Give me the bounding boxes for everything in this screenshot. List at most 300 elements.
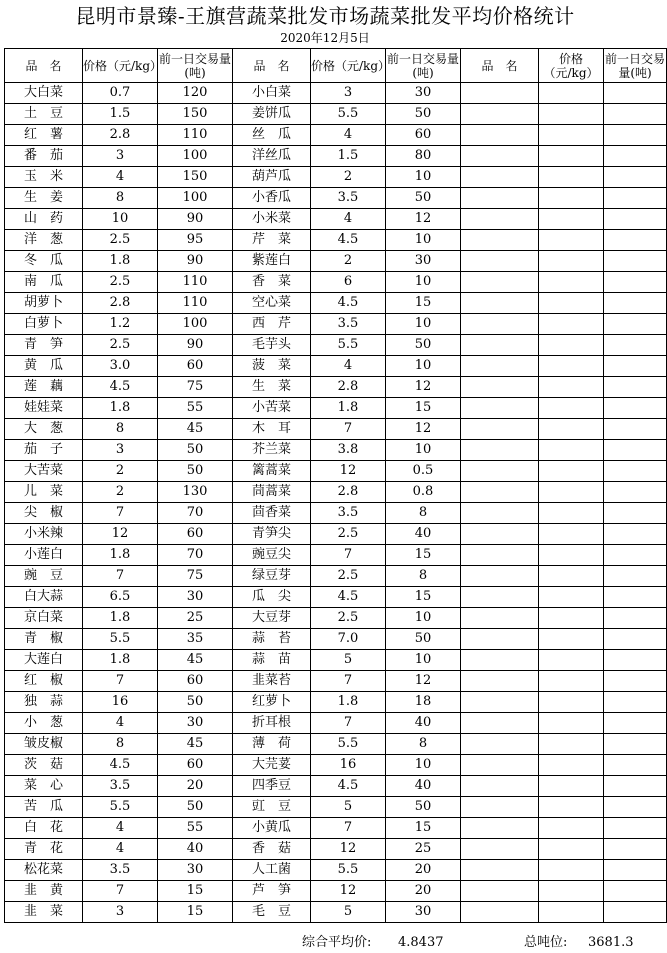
- table-row: [5, 209, 667, 230]
- empty-cell: [461, 818, 539, 839]
- table-row: [5, 881, 667, 902]
- item-name: 瓜 尖: [233, 587, 311, 608]
- item-volume: 100: [158, 146, 233, 167]
- item-price: 12: [311, 839, 386, 860]
- item-volume: 150: [158, 104, 233, 125]
- item-price: 2.5: [83, 230, 158, 251]
- table-row: [5, 83, 667, 104]
- item-price: 2.5: [83, 272, 158, 293]
- item-name: 洋丝瓜: [233, 146, 311, 167]
- empty-cell: [604, 734, 667, 755]
- empty-cell: [461, 293, 539, 314]
- item-price: 2: [83, 482, 158, 503]
- empty-cell: [604, 692, 667, 713]
- table-row: [5, 377, 667, 398]
- empty-cell: [539, 314, 604, 335]
- item-price: 3.5: [311, 314, 386, 335]
- item-name: 土 豆: [5, 104, 83, 125]
- empty-cell: [539, 713, 604, 734]
- item-name: 芹 菜: [233, 230, 311, 251]
- item-price: 3: [83, 902, 158, 923]
- item-volume: 15: [386, 587, 461, 608]
- table-row: [5, 692, 667, 713]
- item-name: 红 薯: [5, 125, 83, 146]
- total-tonnage-value: 3681.3: [588, 935, 634, 950]
- empty-cell: [604, 293, 667, 314]
- item-price: 4.5: [83, 755, 158, 776]
- empty-cell: [539, 818, 604, 839]
- item-volume: 10: [386, 440, 461, 461]
- item-name: 韭菜苔: [233, 671, 311, 692]
- empty-cell: [539, 587, 604, 608]
- item-price: 3: [311, 83, 386, 104]
- item-price: 12: [311, 881, 386, 902]
- item-volume: 25: [158, 608, 233, 629]
- empty-cell: [461, 419, 539, 440]
- item-volume: 80: [386, 146, 461, 167]
- empty-cell: [539, 104, 604, 125]
- item-volume: 50: [386, 104, 461, 125]
- item-volume: 50: [158, 461, 233, 482]
- item-price: 4: [83, 839, 158, 860]
- item-price: 2.8: [83, 125, 158, 146]
- item-name: 黄 瓜: [5, 356, 83, 377]
- item-volume: 15: [386, 545, 461, 566]
- summary-footer: [0, 934, 650, 952]
- empty-cell: [604, 83, 667, 104]
- item-name: 松花菜: [5, 860, 83, 881]
- empty-cell: [461, 881, 539, 902]
- empty-cell: [604, 377, 667, 398]
- item-volume: 55: [158, 818, 233, 839]
- table-row: [5, 230, 667, 251]
- item-volume: 120: [158, 83, 233, 104]
- empty-cell: [461, 839, 539, 860]
- empty-cell: [461, 671, 539, 692]
- empty-cell: [461, 251, 539, 272]
- table-row: [5, 713, 667, 734]
- item-price: 1.2: [83, 314, 158, 335]
- item-price: 5.5: [83, 629, 158, 650]
- table-row: [5, 188, 667, 209]
- table-row: [5, 293, 667, 314]
- empty-cell: [604, 524, 667, 545]
- item-volume: 100: [158, 314, 233, 335]
- empty-cell: [604, 251, 667, 272]
- item-price: 5: [311, 650, 386, 671]
- table-row: [5, 104, 667, 125]
- item-volume: 30: [158, 713, 233, 734]
- item-price: 12: [311, 461, 386, 482]
- empty-cell: [461, 503, 539, 524]
- item-price: 7: [83, 503, 158, 524]
- item-price: 1.8: [83, 650, 158, 671]
- empty-cell: [461, 860, 539, 881]
- empty-cell: [604, 545, 667, 566]
- item-volume: 100: [158, 188, 233, 209]
- empty-cell: [604, 671, 667, 692]
- item-name: 娃娃菜: [5, 398, 83, 419]
- table-row: [5, 251, 667, 272]
- table-row: [5, 818, 667, 839]
- item-price: 6.5: [83, 587, 158, 608]
- item-name: 南 瓜: [5, 272, 83, 293]
- item-volume: 12: [386, 671, 461, 692]
- item-price: 7: [311, 545, 386, 566]
- item-price: 5: [311, 797, 386, 818]
- item-volume: 70: [158, 503, 233, 524]
- empty-cell: [604, 818, 667, 839]
- empty-cell: [604, 629, 667, 650]
- empty-cell: [461, 650, 539, 671]
- empty-cell: [461, 524, 539, 545]
- col-header-name: 品 名: [461, 49, 539, 83]
- item-price: 1.5: [83, 104, 158, 125]
- item-price: 7: [311, 818, 386, 839]
- item-volume: 50: [386, 797, 461, 818]
- item-volume: 110: [158, 272, 233, 293]
- table-row: [5, 419, 667, 440]
- item-volume: 20: [386, 860, 461, 881]
- empty-cell: [461, 209, 539, 230]
- table-body: [5, 83, 667, 923]
- empty-cell: [604, 230, 667, 251]
- empty-cell: [539, 146, 604, 167]
- item-price: 1.8: [83, 545, 158, 566]
- item-volume: 45: [158, 734, 233, 755]
- col-header-name: 品 名: [233, 49, 311, 83]
- empty-cell: [461, 440, 539, 461]
- col-header-volume: 前一日交易量(吨): [604, 49, 667, 83]
- item-volume: 60: [158, 356, 233, 377]
- empty-cell: [604, 650, 667, 671]
- item-volume: 40: [158, 839, 233, 860]
- empty-cell: [604, 146, 667, 167]
- item-volume: 10: [386, 650, 461, 671]
- item-name: 儿 菜: [5, 482, 83, 503]
- item-price: 7: [311, 713, 386, 734]
- item-volume: 8: [386, 566, 461, 587]
- item-name: 豇 豆: [233, 797, 311, 818]
- item-price: 6: [311, 272, 386, 293]
- col-header-volume: 前一日交易量(吨): [158, 49, 233, 83]
- empty-cell: [461, 125, 539, 146]
- table-row: [5, 734, 667, 755]
- empty-cell: [604, 713, 667, 734]
- table-row: [5, 566, 667, 587]
- empty-cell: [539, 209, 604, 230]
- item-volume: 10: [386, 755, 461, 776]
- item-name: 胡萝卜: [5, 293, 83, 314]
- table-row: [5, 587, 667, 608]
- empty-cell: [604, 209, 667, 230]
- table-row: [5, 608, 667, 629]
- empty-cell: [539, 545, 604, 566]
- item-price: 2: [311, 251, 386, 272]
- empty-cell: [539, 902, 604, 923]
- table-row: [5, 461, 667, 482]
- empty-cell: [539, 776, 604, 797]
- empty-cell: [604, 335, 667, 356]
- item-name: 毛芋头: [233, 335, 311, 356]
- empty-cell: [539, 251, 604, 272]
- item-name: 小香瓜: [233, 188, 311, 209]
- item-price: 3.5: [83, 860, 158, 881]
- item-volume: 90: [158, 251, 233, 272]
- item-price: 2.5: [83, 335, 158, 356]
- item-volume: 12: [386, 209, 461, 230]
- item-volume: 35: [158, 629, 233, 650]
- item-name: 生 姜: [5, 188, 83, 209]
- item-name: 尖 椒: [5, 503, 83, 524]
- empty-cell: [461, 692, 539, 713]
- page-title: 昆明市景臻-王旗营蔬菜批发市场蔬菜批发平均价格统计: [75, 4, 575, 28]
- item-price: 0.7: [83, 83, 158, 104]
- item-volume: 45: [158, 650, 233, 671]
- table-row: [5, 356, 667, 377]
- col-header-name: 品 名: [5, 49, 83, 83]
- empty-cell: [461, 776, 539, 797]
- item-name: 茴香菜: [233, 503, 311, 524]
- empty-cell: [604, 902, 667, 923]
- empty-cell: [539, 230, 604, 251]
- item-name: 生 菜: [233, 377, 311, 398]
- empty-cell: [604, 440, 667, 461]
- item-price: 2.8: [311, 377, 386, 398]
- item-name: 玉 米: [5, 167, 83, 188]
- empty-cell: [604, 755, 667, 776]
- item-price: 12: [83, 524, 158, 545]
- item-name: 菜 心: [5, 776, 83, 797]
- item-volume: 50: [386, 629, 461, 650]
- empty-cell: [604, 776, 667, 797]
- item-volume: 40: [386, 713, 461, 734]
- empty-cell: [539, 293, 604, 314]
- item-price: 8: [83, 419, 158, 440]
- item-volume: 50: [158, 797, 233, 818]
- table-row: [5, 902, 667, 923]
- empty-cell: [539, 692, 604, 713]
- empty-cell: [604, 419, 667, 440]
- item-name: 韭 菜: [5, 902, 83, 923]
- item-volume: 60: [158, 755, 233, 776]
- col-header-price: 价格（元/kg）: [311, 49, 386, 83]
- item-price: 2: [83, 461, 158, 482]
- empty-cell: [539, 650, 604, 671]
- item-name: 皱皮椒: [5, 734, 83, 755]
- empty-cell: [539, 377, 604, 398]
- item-price: 7: [83, 881, 158, 902]
- item-price: 4: [311, 356, 386, 377]
- item-volume: 45: [158, 419, 233, 440]
- item-price: 5.5: [311, 335, 386, 356]
- item-name: 丝 瓜: [233, 125, 311, 146]
- table-row: [5, 797, 667, 818]
- item-volume: 75: [158, 377, 233, 398]
- item-price: 1.8: [311, 398, 386, 419]
- empty-cell: [539, 419, 604, 440]
- item-price: 3.8: [311, 440, 386, 461]
- item-name: 折耳根: [233, 713, 311, 734]
- item-price: 7: [311, 671, 386, 692]
- item-name: 菠 菜: [233, 356, 311, 377]
- table-row: [5, 629, 667, 650]
- empty-cell: [604, 314, 667, 335]
- item-name: 青 椒: [5, 629, 83, 650]
- empty-cell: [461, 797, 539, 818]
- item-name: 芥兰菜: [233, 440, 311, 461]
- item-name: 豌豆尖: [233, 545, 311, 566]
- empty-cell: [539, 272, 604, 293]
- item-volume: 60: [158, 524, 233, 545]
- item-price: 5.5: [83, 797, 158, 818]
- item-name: 小莲白: [5, 545, 83, 566]
- item-volume: 12: [386, 377, 461, 398]
- item-volume: 60: [386, 125, 461, 146]
- item-price: 4: [83, 818, 158, 839]
- average-price-value: 4.8437: [398, 935, 444, 950]
- empty-cell: [604, 125, 667, 146]
- item-price: 3: [83, 440, 158, 461]
- item-price: 3.5: [83, 776, 158, 797]
- item-name: 洋 葱: [5, 230, 83, 251]
- empty-cell: [461, 146, 539, 167]
- table-row: [5, 671, 667, 692]
- empty-cell: [461, 629, 539, 650]
- item-name: 小 葱: [5, 713, 83, 734]
- item-volume: 15: [386, 293, 461, 314]
- average-price-label: 综合平均价:: [302, 935, 372, 950]
- item-volume: 90: [158, 209, 233, 230]
- table-row: [5, 272, 667, 293]
- item-name: 韭 黄: [5, 881, 83, 902]
- item-name: 香 菜: [233, 272, 311, 293]
- empty-cell: [461, 272, 539, 293]
- empty-cell: [539, 356, 604, 377]
- item-volume: 110: [158, 293, 233, 314]
- item-volume: 75: [158, 566, 233, 587]
- total-tonnage-label: 总吨位:: [524, 935, 568, 950]
- item-volume: 10: [386, 356, 461, 377]
- item-volume: 20: [386, 881, 461, 902]
- empty-cell: [604, 482, 667, 503]
- empty-cell: [539, 461, 604, 482]
- item-volume: 0.8: [386, 482, 461, 503]
- empty-cell: [604, 797, 667, 818]
- empty-cell: [539, 83, 604, 104]
- empty-cell: [461, 461, 539, 482]
- item-price: 1.8: [83, 251, 158, 272]
- item-name: 大苦菜: [5, 461, 83, 482]
- item-volume: 50: [158, 440, 233, 461]
- item-price: 5.5: [311, 734, 386, 755]
- empty-cell: [539, 608, 604, 629]
- item-volume: 12: [386, 419, 461, 440]
- item-name: 蒜 苔: [233, 629, 311, 650]
- item-price: 4: [311, 125, 386, 146]
- empty-cell: [461, 230, 539, 251]
- empty-cell: [604, 503, 667, 524]
- col-header-price: 价格（元/kg）: [83, 49, 158, 83]
- item-name: 小米菜: [233, 209, 311, 230]
- empty-cell: [539, 335, 604, 356]
- item-name: 番 茄: [5, 146, 83, 167]
- item-price: 3.5: [311, 503, 386, 524]
- empty-cell: [539, 188, 604, 209]
- item-price: 16: [311, 755, 386, 776]
- item-name: 豌 豆: [5, 566, 83, 587]
- table-row: [5, 335, 667, 356]
- item-name: 苦 瓜: [5, 797, 83, 818]
- empty-cell: [539, 839, 604, 860]
- empty-cell: [539, 167, 604, 188]
- item-name: 莲 藕: [5, 377, 83, 398]
- item-volume: 10: [386, 167, 461, 188]
- item-price: 1.5: [311, 146, 386, 167]
- item-price: 7: [83, 671, 158, 692]
- empty-cell: [461, 188, 539, 209]
- item-name: 红 椒: [5, 671, 83, 692]
- item-price: 16: [83, 692, 158, 713]
- empty-cell: [461, 398, 539, 419]
- item-volume: 25: [386, 839, 461, 860]
- item-name: 姜饼瓜: [233, 104, 311, 125]
- empty-cell: [539, 398, 604, 419]
- item-volume: 40: [386, 524, 461, 545]
- item-name: 芦 笋: [233, 881, 311, 902]
- item-name: 木 耳: [233, 419, 311, 440]
- item-volume: 10: [386, 272, 461, 293]
- table-row: [5, 482, 667, 503]
- item-name: 小白菜: [233, 83, 311, 104]
- item-name: 青笋尖: [233, 524, 311, 545]
- item-name: 空心菜: [233, 293, 311, 314]
- empty-cell: [539, 734, 604, 755]
- report-date: 2020年12月5日: [280, 31, 370, 45]
- item-name: 独 蒜: [5, 692, 83, 713]
- table-header-row: [5, 49, 667, 83]
- item-price: 2.5: [311, 566, 386, 587]
- item-volume: 10: [386, 230, 461, 251]
- empty-cell: [461, 713, 539, 734]
- empty-cell: [461, 755, 539, 776]
- item-volume: 110: [158, 125, 233, 146]
- item-volume: 30: [158, 860, 233, 881]
- item-volume: 50: [386, 188, 461, 209]
- item-name: 大白菜: [5, 83, 83, 104]
- empty-cell: [539, 671, 604, 692]
- item-volume: 15: [158, 881, 233, 902]
- empty-cell: [461, 482, 539, 503]
- table-row: [5, 839, 667, 860]
- empty-cell: [539, 566, 604, 587]
- item-name: 紫莲白: [233, 251, 311, 272]
- empty-cell: [461, 545, 539, 566]
- item-name: 毛 豆: [233, 902, 311, 923]
- item-name: 茨 菇: [5, 755, 83, 776]
- empty-cell: [461, 902, 539, 923]
- item-volume: 0.5: [386, 461, 461, 482]
- item-name: 青 笋: [5, 335, 83, 356]
- item-name: 薄 荷: [233, 734, 311, 755]
- item-volume: 95: [158, 230, 233, 251]
- empty-cell: [539, 755, 604, 776]
- empty-cell: [539, 482, 604, 503]
- item-volume: 20: [158, 776, 233, 797]
- empty-cell: [604, 608, 667, 629]
- empty-cell: [461, 167, 539, 188]
- item-price: 1.8: [311, 692, 386, 713]
